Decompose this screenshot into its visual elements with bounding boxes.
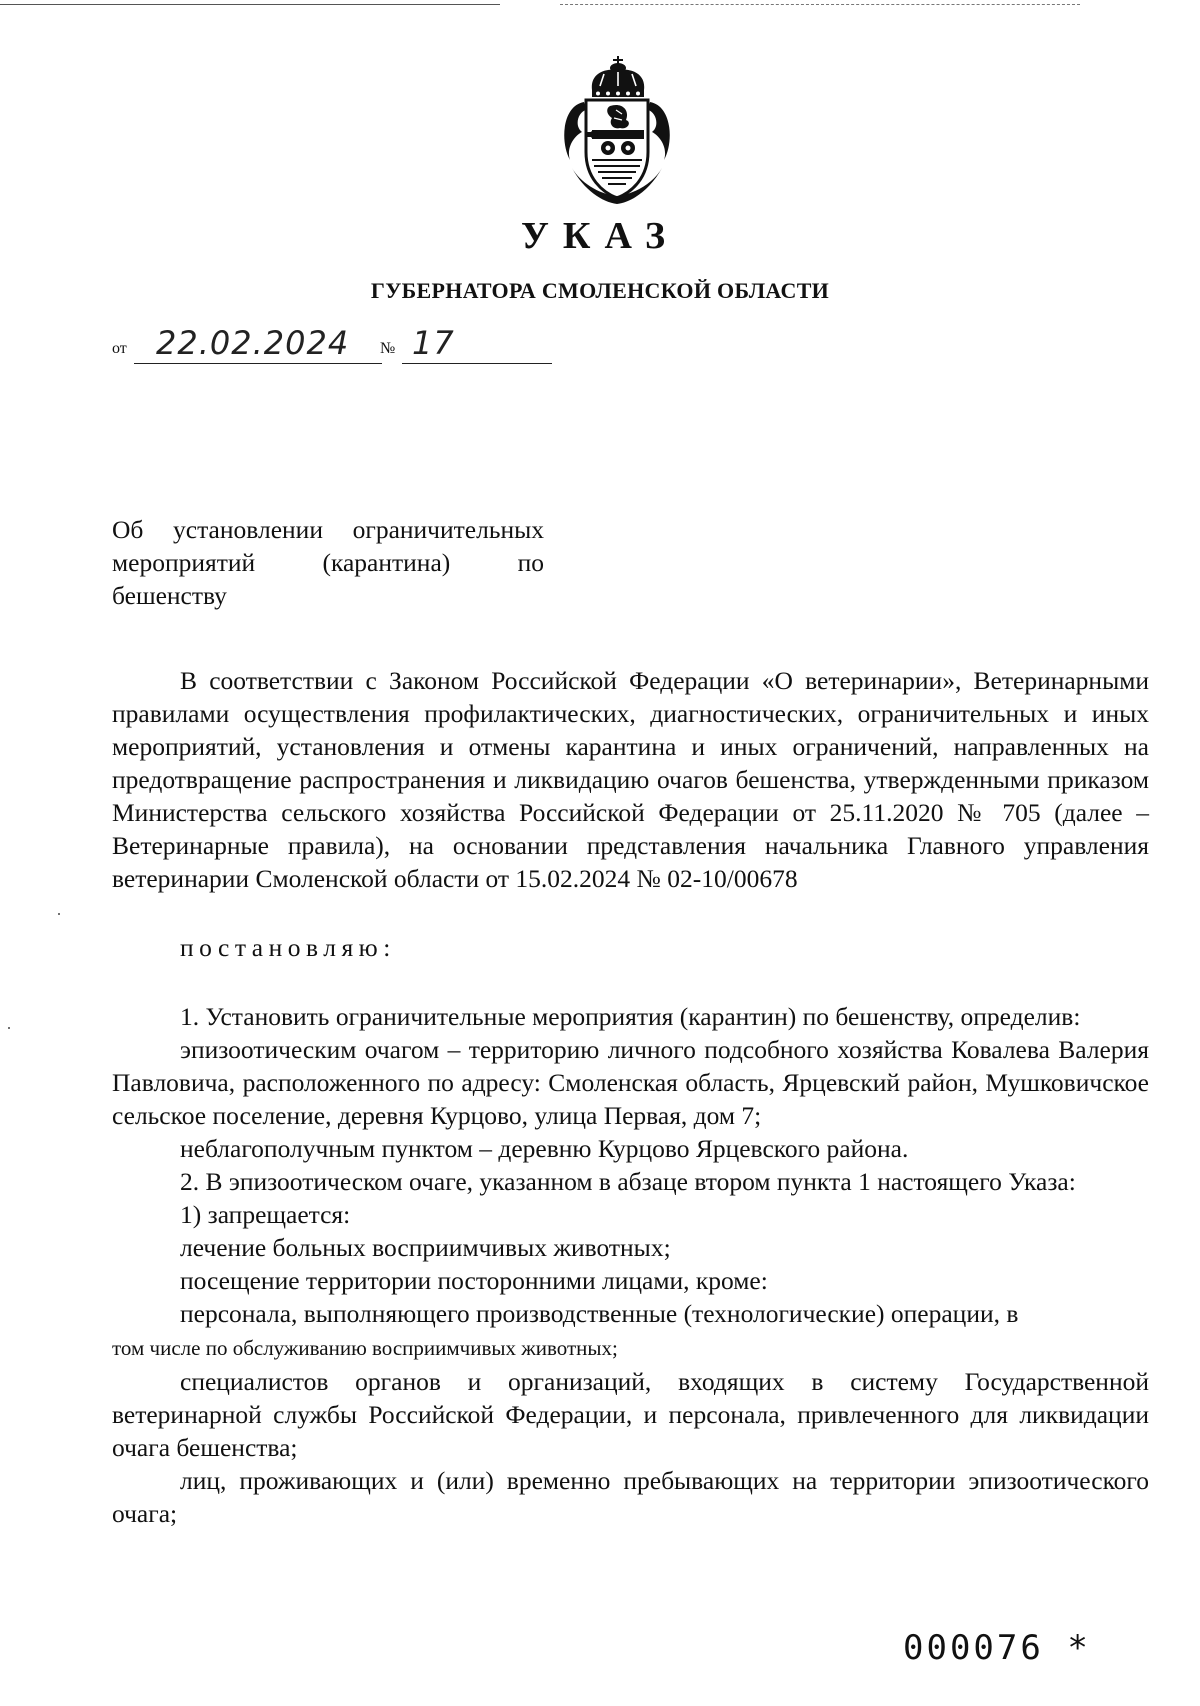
date-number-line <box>112 326 552 366</box>
item-2-1-staff-tail: том числе по обслуживанию восприимчивых животных; <box>112 1336 618 1360</box>
number-underline <box>402 363 552 364</box>
item-1-unsafe-point: неблагополучным пунктом – деревню Курцово Ярцевского района. <box>180 1134 909 1163</box>
item-2-1-visits: посещение территории посторонними лицами, кроме: <box>180 1266 768 1295</box>
scan-dot <box>58 913 60 915</box>
item-2-1-specialists: специалистов органов и организаций, входящих в систему Государственной ветеринарной службы Российской Федерации, и персонала, привлеченного для ликвидации очага бешенства; <box>112 1367 1149 1462</box>
item-1-focus: эпизоотическим очагом – территорию личного подсобного хозяйства Ковалева Валерия Павловича, расположенного по адресу: Смоленская область, Ярцевский район, Мушковичское сельское поселение, деревня Курцово, улица Первая, дом 7; <box>112 1035 1149 1130</box>
crown-icon <box>592 56 644 97</box>
date-underline <box>134 363 382 364</box>
document-issuer: ГУБЕРНАТОРА СМОЛЕНСКОЙ ОБЛАСТИ <box>370 278 830 303</box>
serial-number: 000076 <box>903 1628 1044 1668</box>
item-2-1-residents: лиц, проживающих и (или) временно пребывающих на территории эпизоотического очага; <box>112 1466 1149 1528</box>
decree-word: постановляю: <box>180 933 396 962</box>
scan-dot <box>8 1027 10 1029</box>
preamble-paragraph: В соответствии с Законом Российской Федерации «О ветеринарии», Ветеринарными правилами осуществления профилактических, диагностических, ограничительных и иных мероприятий, установления и отмены карантина и иных ограничений, направленных на предотвращение распространения и ликвидацию очагов бешенства, утвержденными приказом Министерства сельского хозяйства Российской Федерации от 25.11.2020 № 705 (далее – Ветеринарные правила), на основании представления начальника Главного управления ветеринарии Смоленской области от 15.02.2024 № 02-10/00678 <box>112 666 1149 893</box>
item-1: 1. Установить ограничительные мероприятия (карантин) по бешенству, определив: <box>180 1002 1081 1031</box>
document-subject <box>112 513 544 612</box>
item-2-1-treatment: лечение больных восприимчивых животных; <box>180 1233 671 1262</box>
subject-line: Об установлении ограничительных <box>112 515 544 544</box>
date-label: от <box>112 340 127 357</box>
number-label: № <box>380 340 396 357</box>
smolensk-coat-of-arms-emblem <box>556 56 678 206</box>
item-2-1-staff <box>112 1297 1149 1365</box>
subject-line: мероприятий (карантина) по <box>112 548 544 577</box>
item-2: 2. В эпизоотическом очаге, указанном в абзаце втором пункта 1 настоящего Указа: <box>180 1167 1076 1196</box>
scan-edge-line-dashed <box>560 4 1080 5</box>
serial-mark: * <box>1067 1628 1091 1668</box>
item-2-1: 1) запрещается: <box>180 1200 351 1229</box>
form-serial-number <box>903 1628 1091 1668</box>
handwritten-number: 17 <box>412 324 455 362</box>
handwritten-date: 22.02.2024 <box>156 324 350 362</box>
item-2-1-staff-main: персонала, выполняющего производственные (технологические) операции, в <box>180 1299 1019 1328</box>
document-body <box>112 664 1149 1530</box>
document-title: УКАЗ <box>521 215 679 257</box>
subject-line: бешенству <box>112 581 227 610</box>
scan-edge-line <box>0 4 500 5</box>
